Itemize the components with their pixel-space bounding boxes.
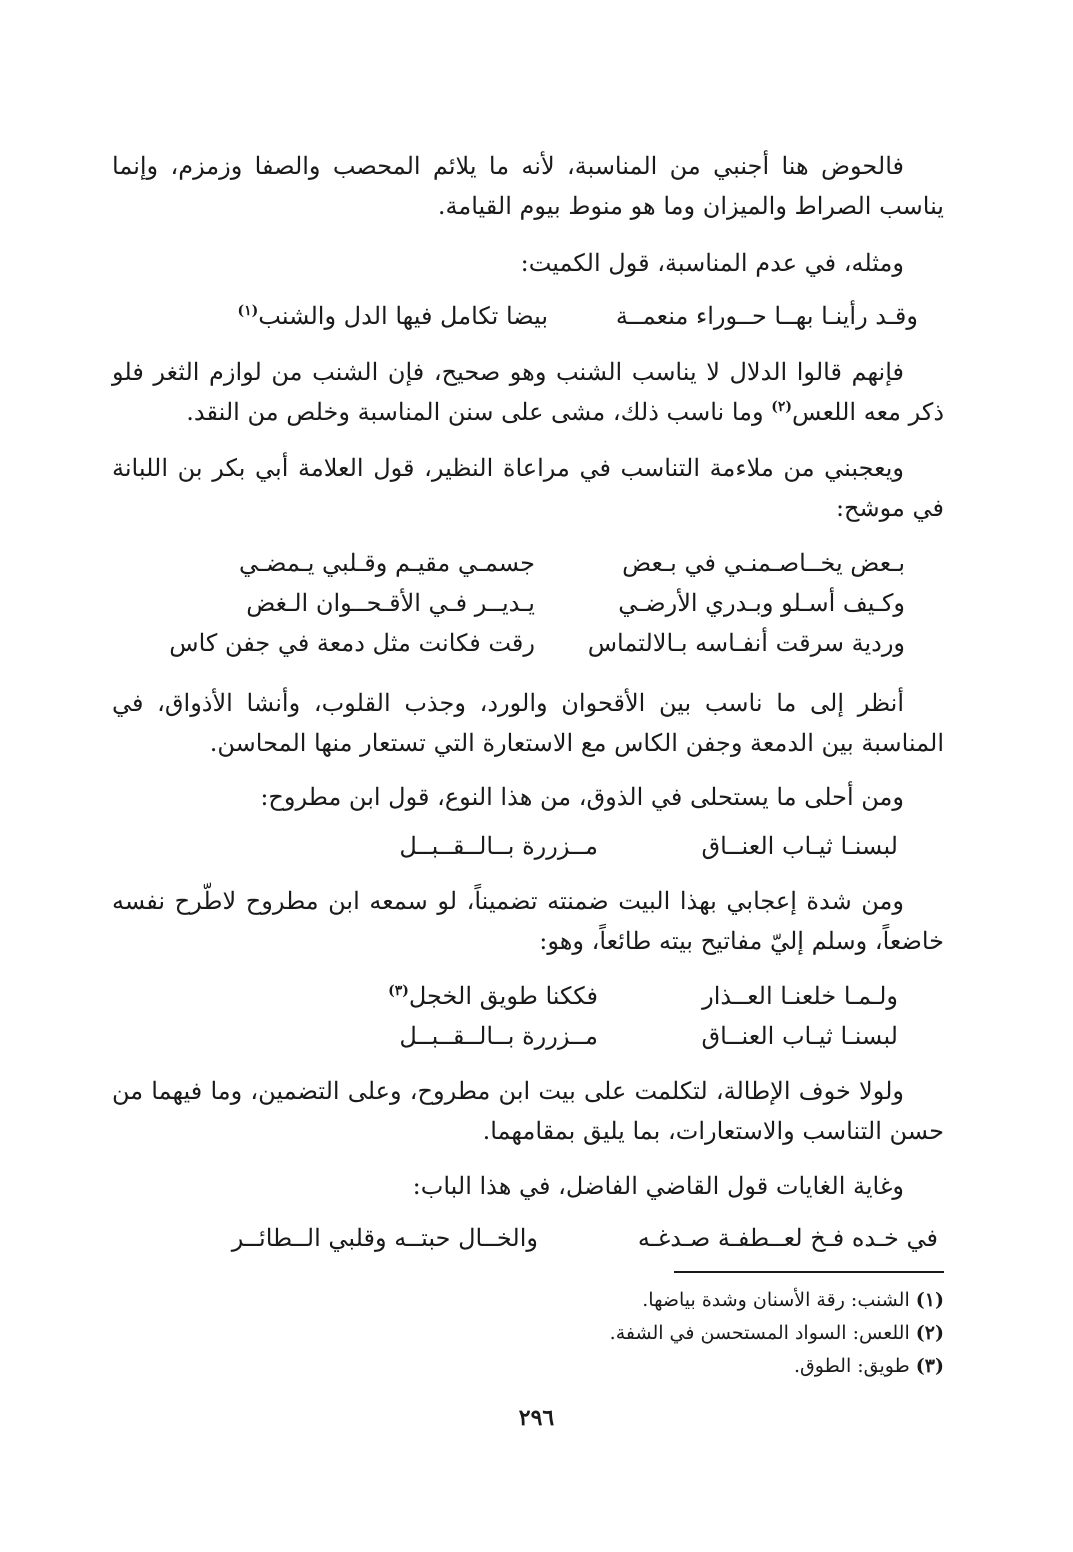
verse-hemistich-right: في خـده فـخ لعــطفـة صـدغـه [637,1224,938,1252]
verse-hemistich-left: يـديــر فـي الأقـحــوان الـغض [246,589,535,617]
verse-hemistich-right: لبسنـا ثيـاب العنــاق [701,832,898,860]
verse-hemistich-right: وردية سرقت أنفـاسه بـالالتماس [587,629,905,657]
verse-fadil [232,1218,938,1258]
verse-line [388,1016,898,1056]
verse-hemistich-left: مــزررة بــالــقــبــل [399,832,598,860]
verse-hemistich-right: وكـيف أسـلو وبـدري الأرضـي [618,589,905,617]
footnote-marker-3: (٣) [388,983,409,999]
paragraph-6: ومن أحلى ما يستحلى في الذوق، من هذا النوع، قول ابن مطروح: [260,783,904,811]
footnote: (١) الشنب: رقة الأسنان وشدة بياضها. [642,1289,944,1311]
paragraph-7: ومن شدة إعجابي بهذا البيت ضمنته تضميناً، لو سمعه ابن مطروح لاطّرح نفسه خاضعاً، وسلم إليّ مفاتيح بيته طائعاً، وهو: [112,887,944,955]
verse-muwashshah [169,543,905,663]
verse-hemistich-right: بـعض يخــاصـمنـي في بـعض [622,549,905,577]
paragraph-5: أنظر إلى ما ناسب بين الأقحوان والورد، وجذب القلوب، وأنشا الأذواق، في المناسبة بين الدمعة وجفن الكاس مع الاستعارة التي تستعار منها المحاسن. [112,689,944,757]
page-number: ٢٩٦ [518,1405,555,1431]
verse-line [388,976,898,1016]
verse-line [237,296,918,336]
verse-line [399,826,898,866]
verse-hemistich-left: رقت فكانت مثل دمعة في جفن كاس [169,629,535,657]
footnote: (٣) طويق: الطوق. [793,1355,944,1377]
paragraph-3: فإنهم قالوا الدلال لا يناسب الشنب وهو صحيح، فإن الشنب من لوازم الثغر فلو ذكر معه اللعس$^{(٢)}$ وما ناسب ذلك، مشى على سنن المناسبة وخلص من النقد. [112,358,944,426]
verse-hemistich-left: جسمـي مقيـم وقـلبي يـمضـي [238,549,535,577]
verse-line [169,583,905,623]
verse-hemistich-right: لبسنـا ثيـاب العنــاق [701,1022,898,1050]
verse-hemistich-left: بيضا تكامل فيها الدل والشنب$^{(١)}$ [237,302,548,330]
verse-hemistich-right: وقـد رأينـا بهــا حــوراء منعمــة [615,302,918,330]
footnotes [560,1284,944,1383]
footnote-marker-2: (٢) [771,399,792,415]
verse-tadmin [388,976,898,1056]
footnote-marker-1: (١) [237,303,259,319]
verse-hemistich-left: فككنا طويق الخجل$^{(٣)}$ [388,982,598,1010]
verse-kumait [237,296,918,336]
verse-hemistich-left: والخــال حبتــه وقلبي الــطائــر [231,1224,538,1252]
paragraph-9: وغاية الغايات قول القاضي الفاضل، في هذا الباب: [412,1172,904,1200]
paragraph-4: ويعجبني من ملاءمة التناسب في مراعاة النظير، قول العلامة أبي بكر بن اللبانة في موشح: [112,454,944,522]
verse-line [169,543,905,583]
verse-line [169,623,905,663]
paragraph-1: فالحوض هنا أجنبي من المناسبة، لأنه ما يلائم المحصب والصفا وزمزم، وإنما يناسب الصراط والميزان وما هو منوط بيوم القيامة. [112,152,944,220]
verse-hemistich-left: مــزررة بــالــقــبــل [399,1022,598,1050]
footnote: (٢) اللعس: السواد المستحسن في الشفة. [609,1322,944,1344]
footnote-separator [674,1271,944,1273]
verse-matruh [399,826,898,866]
paragraph-8: ولولا خوف الإطالة، لتكلمت على بيت ابن مطروح، وعلى التضمين، وما فيهما من حسن التناسب والاستعارات، بما يليق بمقامهما. [112,1077,944,1145]
paragraph-2: ومثله، في عدم المناسبة، قول الكميت: [520,249,904,277]
verse-hemistich-right: ولـمـا خلعنـا العــذار [702,982,898,1010]
verse-line [232,1218,938,1258]
